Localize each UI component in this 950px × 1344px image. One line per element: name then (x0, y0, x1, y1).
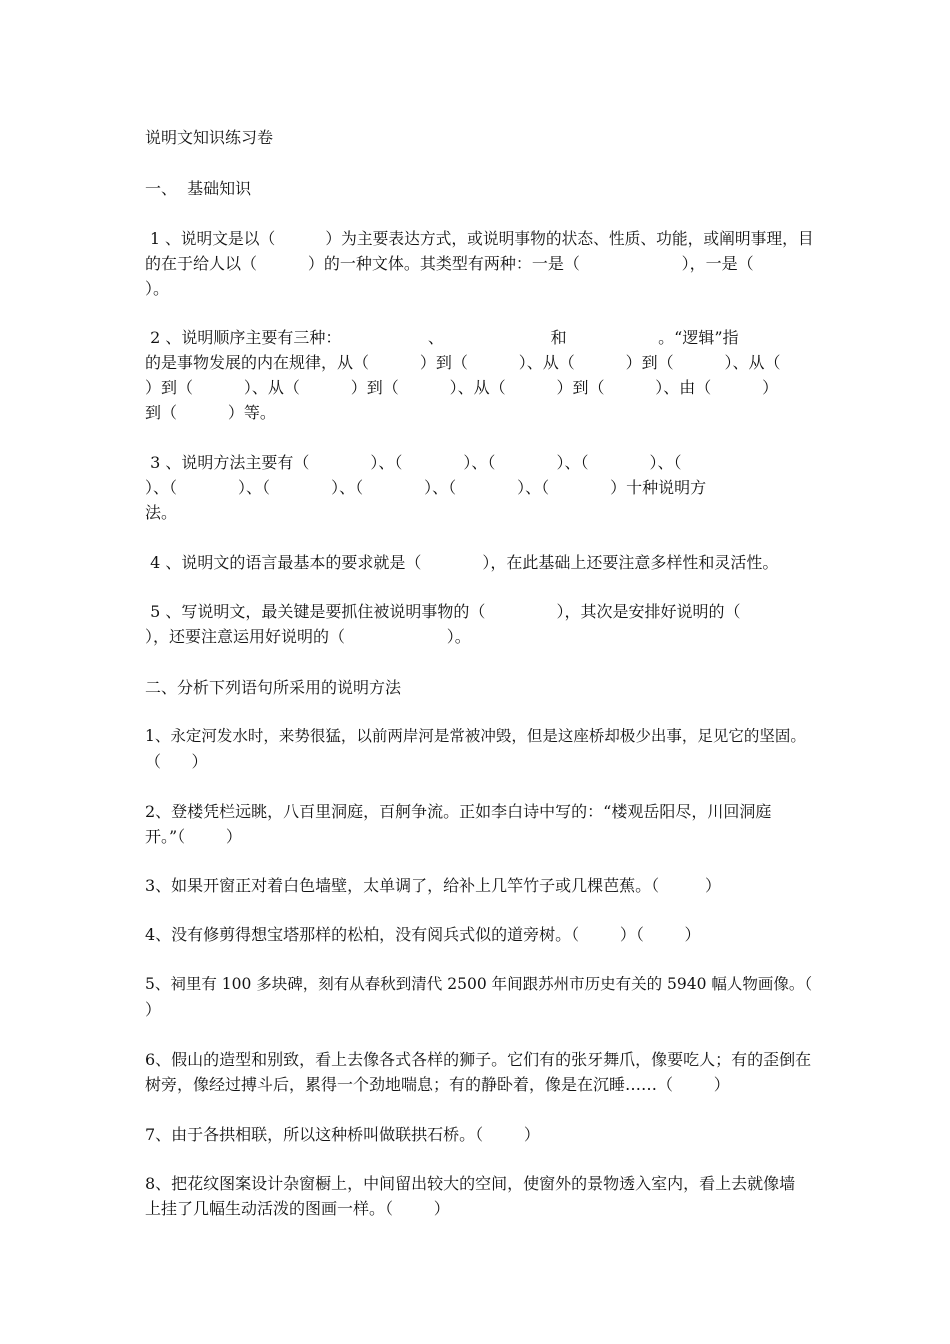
item7-line1: 7、由于各拱相联，所以这种桥叫做联拱石桥。（ ） (145, 1125, 540, 1144)
q4-line1: 4 、说明文的语言最基本的要求就是（ ），在此基础上还要注意多样性和灵活性。 (145, 553, 779, 572)
section2-heading: 二、分析下列语句所采用的说明方法 (145, 678, 402, 697)
item8-line2: 上挂了几幅生动活泼的图画一样。（ ） (145, 1199, 450, 1218)
q3-line2: ）、（ ）、（ ）、（ ）、（ ）、（ ）十种说明方 (145, 478, 707, 497)
q1-line2: 的在于给人以（ ）的一种文体。其类型有两种：一是（ ），一是（ (145, 254, 754, 273)
item8-line1: 8、把花纹图案设计杂窗橱上，中间留出较大的空间，使窗外的景物透入室内，看上去就像墙 (145, 1174, 796, 1193)
document-title: 说明文知识练习卷 (145, 128, 274, 147)
q5-line1: 5 、写说明文，最关键是要抓住被说明事物的（ ），其次是安排好说明的（ (145, 602, 741, 621)
item4-line1: 4、没有修剪得想宝塔那样的松柏，没有阅兵式似的道旁树。（ ）（ ） (145, 925, 701, 944)
item2-line1: 2、登楼凭栏远眺，八百里洞庭，百舸争流。正如李白诗中写的：“楼观岳阳尽，川回洞庭 (145, 802, 772, 821)
item2-line2: 开。”（ ） (145, 827, 242, 846)
q2-line2: 的是事物发展的内在规律，从（ ）到（ ）、从（ ）到（ ）、从（ (145, 353, 781, 372)
q2-line1: 2 、说明顺序主要有三种： 、 和 。“逻辑”指 (145, 328, 739, 347)
item5-line2: ） (145, 1000, 162, 1019)
item6-line1: 6、假山的造型和别致，看上去像各式各样的狮子。它们有的张牙舞爪，像要吃人；有的歪倒在 (145, 1050, 812, 1069)
item1-line2: （ ） (145, 752, 208, 771)
q2-line3: ）到（ ）、从（ ）到（ ）、从（ ）到（ ）、由（ ） (145, 378, 779, 397)
q3-line3: 法。 (145, 503, 178, 522)
q5-line2: ），还要注意运用好说明的（ ）。 (145, 627, 471, 646)
item5-line1: 5、祠里有 100 多块碑，刻有从春秋到清代 2500 年间跟苏州市历史有关的 5940 幅人物画像。（ (145, 975, 813, 993)
item1-line1: 1、永定河发水时，来势很猛，以前两岸河是常被冲毁，但是这座桥却极少出事，足见它的坚固。 (145, 727, 806, 745)
q2-line4: 到（ ）等。 (145, 403, 276, 422)
item6-line2: 树旁，像经过搏斗后，累得一个劲地喘息；有的静卧着，像是在沉睡……（ ） (145, 1075, 730, 1094)
section1-heading: 一、 基础知识 (145, 179, 252, 198)
q1-line1: 1 、说明文是以（ ）为主要表达方式，或说明事物的状态、性质、功能，或阐明事理，目 (145, 229, 814, 248)
q3-line1: 3 、说明方法主要有（ ）、（ ）、（ ）、（ ）、（ (145, 453, 682, 472)
q1-line3: ）。 (145, 279, 170, 298)
item3-line1: 3、如果开窗正对着白色墙壁，太单调了，给补上几竿竹子或几棵芭蕉。（ ） (145, 876, 721, 895)
